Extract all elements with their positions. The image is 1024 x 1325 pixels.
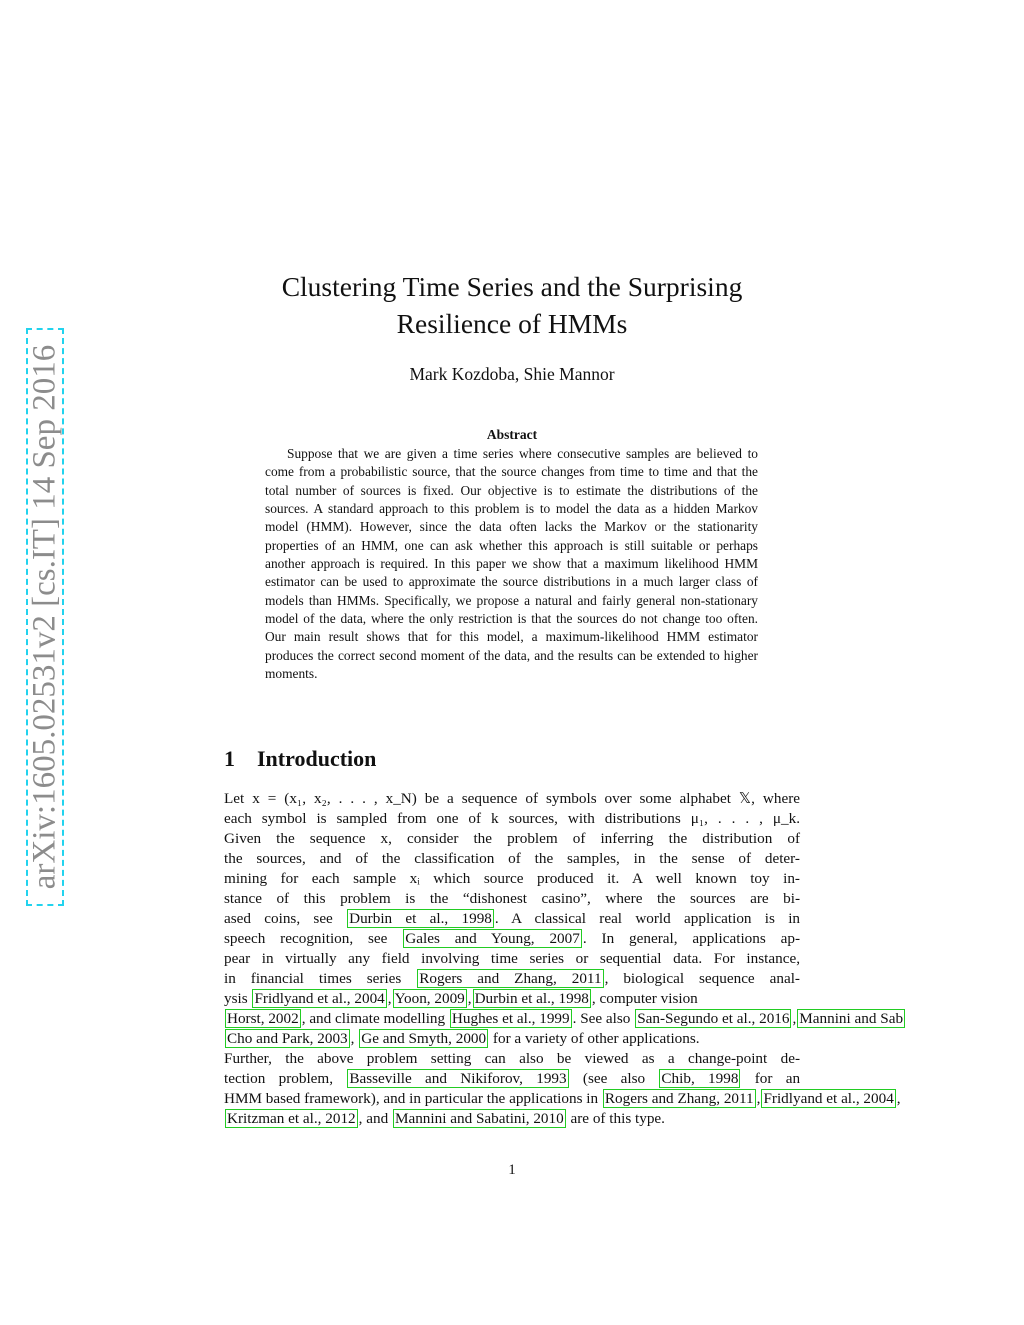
text-span: speech recognition, see xyxy=(224,930,388,947)
citation-link[interactable]: Yoon, 2009 xyxy=(394,990,465,1007)
introduction-text xyxy=(224,789,1024,1129)
text-span: ysis xyxy=(224,990,248,1007)
intro-line xyxy=(224,929,800,949)
intro-line: pear in virtually any field involving time series or sequential data. For instance, xyxy=(224,950,800,967)
text-span: for a variety of other applications. xyxy=(492,1030,700,1047)
intro-line xyxy=(224,1069,800,1089)
text-span: HMM based framework), and in particular the applications in xyxy=(224,1090,599,1107)
citation-link[interactable]: Durbin et al., 1998 xyxy=(349,910,492,927)
citation-link[interactable]: Fridlyand et al., 2004 xyxy=(254,990,385,1007)
text-span: . A classical real world application is in xyxy=(494,910,801,927)
intro-line: ysis Fridlyand et al., 2004 , Yoon, 2009 , Durbin et al., 1998 , computer vision xyxy=(224,990,698,1007)
text-span: ased coins, see xyxy=(224,910,333,927)
section-heading xyxy=(224,746,376,772)
citation-link[interactable]: Ge and Smyth, 2000 xyxy=(361,1030,487,1047)
text-span: tection problem, xyxy=(224,1070,334,1087)
intro-line: mining for each sample xᵢ which source produced it. A well known toy in- xyxy=(224,870,800,887)
intro-line: each symbol is sampled from one of k sources, with distributions μ₁, . . . , μ_k. xyxy=(224,810,800,827)
intro-line: Further, the above problem setting can also be viewed as a change-point de- xyxy=(224,1050,800,1067)
abstract-body: Suppose that we are given a time series where consecutive samples are believed to come from a probabilistic source, that the source changes from time to time and that the total number of sources is fixed. Our objective is to estimate the distributions of the sources. A standard approach to this problem is to model the data as a hidden Markov model (HMM). However, since the data often lacks the Markov or the stationarity properties of an HMM, one can ask whether this approach is still suitable or perhaps another approach is required. In this paper we show that a maximum likelihood HMM estimator can be used to approximate the source distributions in a much larger class of models than HMMs. Specifically, we propose a natural and fairly general non-stationary model of the data, where the only restriction is that the sources do not change too often. Our main result shows that for this model, a maximum-likelihood HMM estimator produces the correct second moment of the data, and the results can be extended to higher moments. xyxy=(265,446,758,682)
authors: Mark Kozdoba, Shie Mannor xyxy=(409,364,615,384)
citation-link[interactable]: Horst, 2002 xyxy=(227,1010,299,1027)
text-span: . See also xyxy=(572,1010,631,1027)
text-span: , and climate modelling xyxy=(301,1010,446,1027)
text-span: in financial times series xyxy=(224,970,402,987)
intro-line: HMM based framework), and in particular the applications in Rogers and Zhang, 2011 , Fridlyand et al., 2004 , xyxy=(224,1090,901,1107)
intro-line: stance of this problem is the “dishonest casino”, where the sources are bi- xyxy=(224,890,800,907)
citation-link[interactable]: Gales and Young, 2007 xyxy=(405,930,580,947)
intro-line xyxy=(224,969,800,989)
text-span: (see also xyxy=(582,1070,646,1087)
title-line-1: Clustering Time Series and the Surprising xyxy=(281,271,743,302)
arxiv-stamp xyxy=(26,328,64,906)
section-number: 1 xyxy=(224,746,235,771)
section-title: Introduction xyxy=(257,746,377,771)
intro-line xyxy=(224,909,800,929)
citation-link[interactable]: Durbin et al., 1998 xyxy=(474,990,589,1007)
text-span: , computer vision xyxy=(591,990,698,1007)
citation-link[interactable]: Cho and Park, 2003 xyxy=(227,1030,348,1047)
citation-link[interactable]: Mannini and Sabatini, 2010 xyxy=(394,1110,564,1127)
title-line-2: Resilience of HMMs xyxy=(396,308,628,339)
citation-link[interactable]: Mannini and Sab xyxy=(799,1010,904,1027)
arxiv-identifier: arXiv:1605.02531v2 [cs.IT] 14 Sep 2016 xyxy=(26,344,63,890)
intro-line: Let x = (x₁, x₂, . . . , x_N) be a sequence of symbols over some alphabet 𝕏, where xyxy=(224,790,800,807)
text-span: are of this type. xyxy=(570,1110,665,1127)
citation-link[interactable]: Kritzman et al., 2012 xyxy=(227,1110,356,1127)
abstract-heading: Abstract xyxy=(486,427,538,442)
citation-link[interactable]: Hughes et al., 1999 xyxy=(451,1010,570,1027)
intro-line xyxy=(224,1109,1024,1129)
intro-line: Cho and Park, 2003 , Ge and Smyth, 2000 for a variety of other applications. xyxy=(227,1030,700,1047)
citation-link[interactable]: Rogers and Zhang, 2011 xyxy=(604,1090,754,1107)
intro-line: Horst, 2002 , and climate modelling Hughes et al., 1999 . See also San-Segundo et al., 2016 , Mannini and Sab xyxy=(227,1010,904,1027)
text-span: , biological sequence anal- xyxy=(604,970,800,987)
citation-link[interactable]: Rogers and Zhang, 2011 xyxy=(419,970,602,987)
paper-title xyxy=(224,268,800,342)
citation-link[interactable]: Basseville and Nikiforov, 1993 xyxy=(349,1070,567,1087)
citation-link[interactable]: Fridlyand et al., 2004 xyxy=(763,1090,894,1107)
text-span: , and xyxy=(358,1110,389,1127)
text-span: for an xyxy=(754,1070,801,1087)
page-number: 1 xyxy=(508,1162,516,1178)
intro-line: the sources, and of the classification of the samples, in the sense of deter- xyxy=(224,850,800,867)
citation-link[interactable]: San-Segundo et al., 2016 xyxy=(637,1010,790,1027)
citation-link[interactable]: Chib, 1998 xyxy=(661,1070,739,1087)
intro-line: Given the sequence x, consider the problem of inferring the distribution of xyxy=(224,830,800,847)
text-span: . In general, applications ap- xyxy=(582,930,801,947)
